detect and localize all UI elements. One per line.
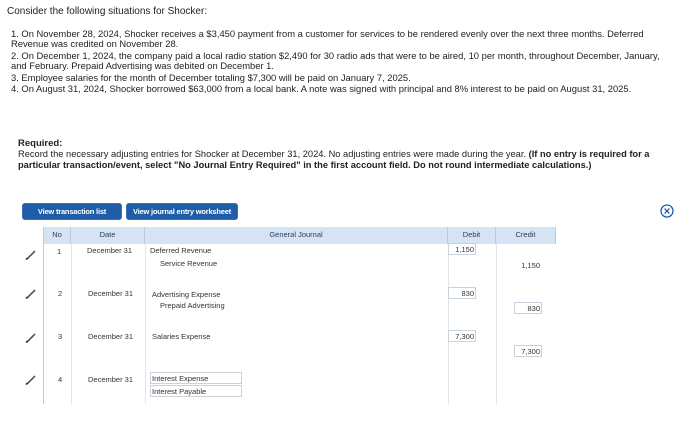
debit-account[interactable]: Interest Expense (152, 374, 209, 383)
entry-date: December 31 (87, 246, 133, 255)
credit-account[interactable]: Service Revenue (160, 259, 218, 268)
required-instructions (18, 149, 658, 170)
intro-text: Consider the following situations for Shocker: (7, 6, 208, 17)
column-header-date: Date (71, 227, 145, 244)
entry-number: 2 (58, 289, 63, 298)
debit-account[interactable]: Advertising Expense (152, 290, 221, 299)
credit-amount[interactable]: 7,300 (521, 347, 540, 356)
required-note: (If no entry is required for a particular transaction/event, select "No Journal Entry Required" in the first account field. Do not round intermediate calculations.) (18, 149, 650, 170)
credit-amount[interactable]: 1,150 (521, 261, 540, 270)
column-header-debit: Debit (448, 227, 496, 244)
situations-list (11, 29, 671, 95)
situation-item: 3. Employee salaries for the month of December totaling $7,300 will be paid on January 7, 2025. (11, 71, 411, 83)
view-journal-entry-worksheet-button[interactable]: View journal entry worksheet (126, 203, 238, 220)
credit-account[interactable]: Prepaid Advertising (160, 301, 225, 310)
credit-account[interactable]: Interest Payable (152, 387, 207, 396)
entry-number: 4 (58, 375, 63, 384)
entry-date: December 31 (88, 332, 134, 341)
view-transaction-list-button[interactable]: View transaction list (22, 203, 122, 220)
edit-pencil-icon[interactable] (25, 289, 37, 299)
debit-amount[interactable]: 1,150 (455, 245, 474, 254)
credit-amount[interactable]: 830 (527, 304, 540, 313)
situation-item: 1. On November 28, 2024, Shocker receives a $3,450 payment from a customer for services to be rendered evenly over the next three months. Deferred Revenue was credited on November 28. (11, 28, 644, 50)
edit-pencil-icon[interactable] (25, 250, 37, 260)
required-text: Record the necessary adjusting entries for Shocker at December 31, 2024. No adjusting entries were made during the year. (18, 149, 526, 159)
entry-date: December 31 (88, 375, 134, 384)
column-header-no: No (44, 227, 71, 244)
edit-pencil-icon[interactable] (25, 333, 37, 343)
debit-amount[interactable]: 7,300 (455, 332, 474, 341)
close-icon[interactable] (660, 204, 674, 218)
debit-account[interactable]: Deferred Revenue (150, 246, 212, 255)
entry-date: December 31 (88, 289, 134, 298)
debit-account[interactable]: Salaries Expense (152, 332, 211, 341)
column-header-general-journal: General Journal (145, 227, 448, 244)
entry-number: 1 (57, 247, 62, 256)
edit-pencil-icon[interactable] (25, 375, 37, 385)
situation-item: 2. On December 1, 2024, the company paid a local radio station $2,490 for 30 radio ads that were to be aired, 10 per month, throughout December, January, and February. Prepaid Advertising was debited on December 1. (11, 49, 660, 72)
situation-item: 4. On August 31, 2024, Shocker borrowed $63,000 from a local bank. A note was signed with principal and 8% interest to be paid on August 31, 2025. (11, 83, 632, 95)
debit-amount[interactable]: 830 (461, 289, 474, 298)
entry-number: 3 (58, 332, 63, 341)
required-heading: Required: (18, 138, 63, 149)
column-header-credit: Credit (496, 227, 556, 244)
